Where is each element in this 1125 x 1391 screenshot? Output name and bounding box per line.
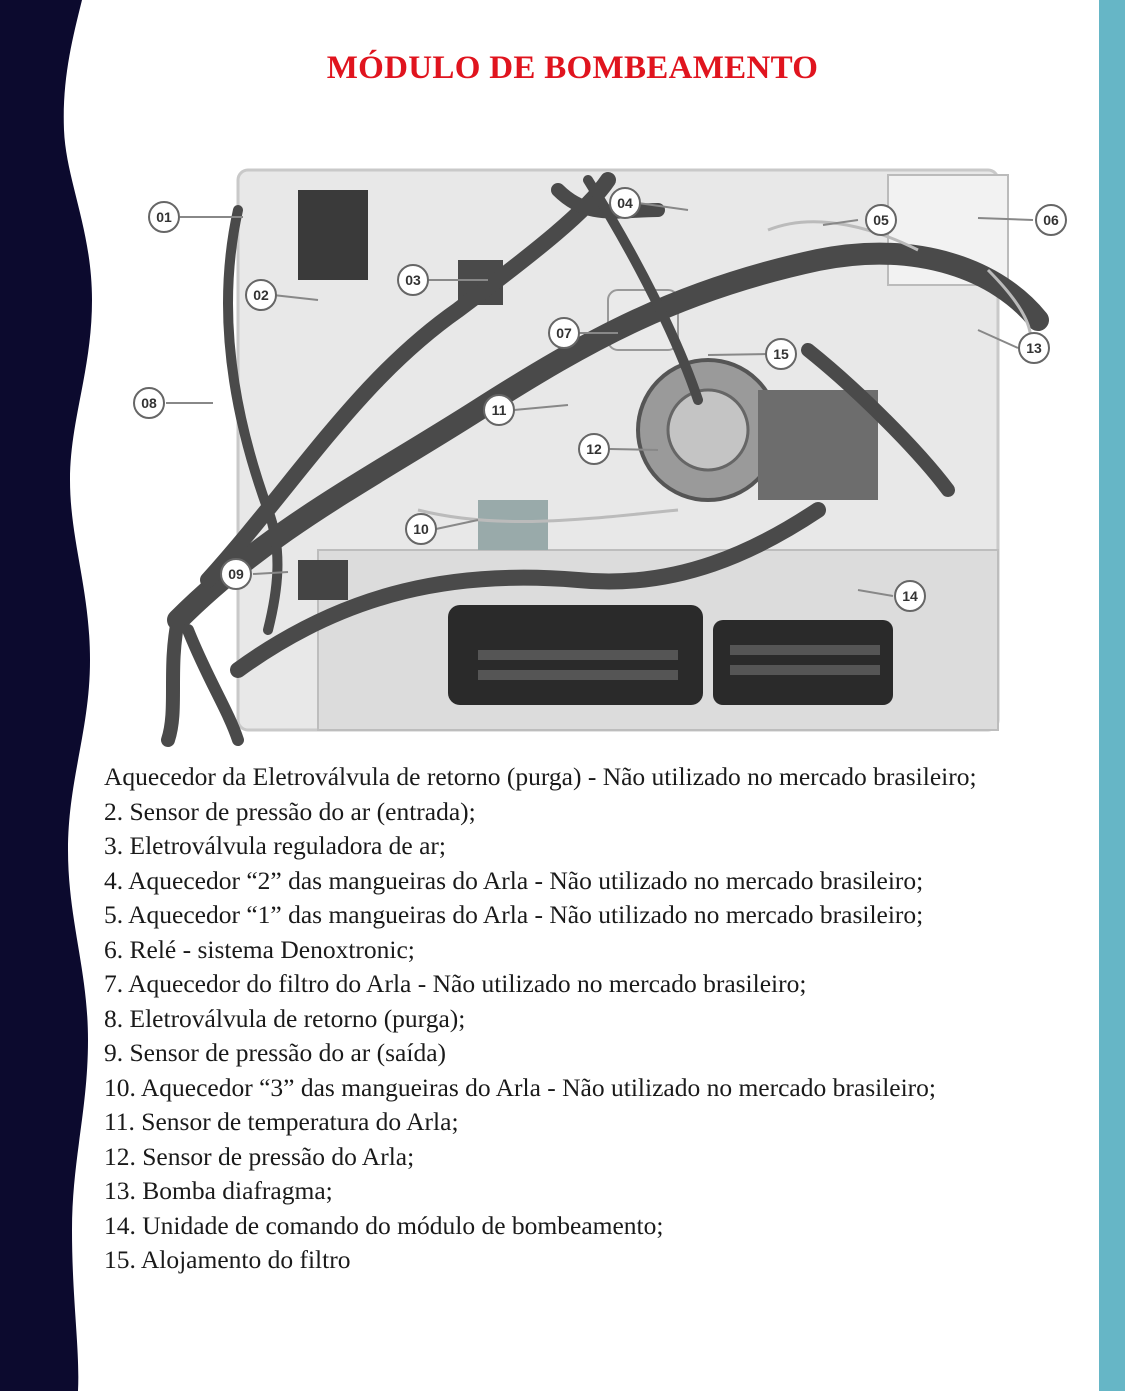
legend-item: 3. Eletroválvula reguladora de ar; <box>104 831 446 860</box>
legend-item: 6. Relé - sistema Denoxtronic; <box>104 934 415 964</box>
legend-item: 13. Bomba diafragma; <box>104 1176 333 1205</box>
svg-text:13: 13 <box>1026 340 1042 356</box>
svg-text:01: 01 <box>156 209 172 225</box>
svg-text:09: 09 <box>228 566 244 582</box>
svg-text:07: 07 <box>556 325 572 341</box>
svg-text:15: 15 <box>773 346 789 362</box>
svg-text:05: 05 <box>873 212 889 228</box>
component-legend <box>104 760 1074 1278</box>
legend-item: 2. Sensor de pressão do ar (entrada); <box>104 796 476 826</box>
callout-badge <box>866 205 896 235</box>
legend-item: 5. Aquecedor “1” das mangueiras do Arla - Não utilizado no mercado brasileiro; <box>104 900 924 929</box>
callout-badge <box>766 339 796 369</box>
callout-badge <box>221 559 251 589</box>
legend-item: 12. Sensor de pressão do Arla; <box>104 1141 415 1171</box>
callout-badge <box>398 265 428 295</box>
callout-badge <box>1036 205 1066 235</box>
pump-module-photo <box>118 150 1098 750</box>
callout-badge <box>406 514 436 544</box>
legend-item: 9. Sensor de pressão do ar (saída) <box>104 1038 447 1067</box>
callout-badge <box>610 188 640 218</box>
callout-badge <box>549 318 579 348</box>
svg-text:10: 10 <box>413 521 429 537</box>
legend-item: 8. Eletroválvula de retorno (purga); <box>104 1003 466 1033</box>
legend-item: 11. Sensor de temperatura do Arla; <box>104 1107 459 1136</box>
legend-item: 4. Aquecedor “2” das mangueiras do Arla - Não utilizado no mercado brasileiro; <box>104 865 924 895</box>
svg-text:06: 06 <box>1043 212 1059 228</box>
svg-text:02: 02 <box>253 287 269 303</box>
svg-text:08: 08 <box>141 395 157 411</box>
right-accent-band <box>1099 0 1125 1391</box>
svg-text:12: 12 <box>586 441 602 457</box>
legend-item: 15. Alojamento do filtro <box>104 1245 351 1274</box>
callout-badge <box>246 280 276 310</box>
pump-module-illustration <box>118 150 1098 750</box>
callout-badge <box>484 395 514 425</box>
svg-text:04: 04 <box>617 195 633 211</box>
legend-item: Aquecedor da Eletroválvula de retorno (purga) - Não utilizado no mercado brasileiro; <box>104 762 977 791</box>
svg-text:11: 11 <box>491 402 507 418</box>
legend-item: 14. Unidade de comando do módulo de bombeamento; <box>104 1210 664 1240</box>
legend-item: 7. Aquecedor do filtro do Arla - Não utilizado no mercado brasileiro; <box>104 969 807 998</box>
legend-item: 10. Aquecedor “3” das mangueiras do Arla - Não utilizado no mercado brasileiro; <box>104 1072 937 1102</box>
svg-text:03: 03 <box>405 272 421 288</box>
callout-badge <box>579 434 609 464</box>
page-title: MÓDULO DE BOMBEAMENTO <box>326 50 819 86</box>
left-wave-band <box>0 0 110 1391</box>
callout-badge <box>1019 333 1049 363</box>
callout-badge <box>134 388 164 418</box>
callout-badge <box>895 581 925 611</box>
svg-text:14: 14 <box>902 588 918 604</box>
callout-badge <box>149 202 179 232</box>
